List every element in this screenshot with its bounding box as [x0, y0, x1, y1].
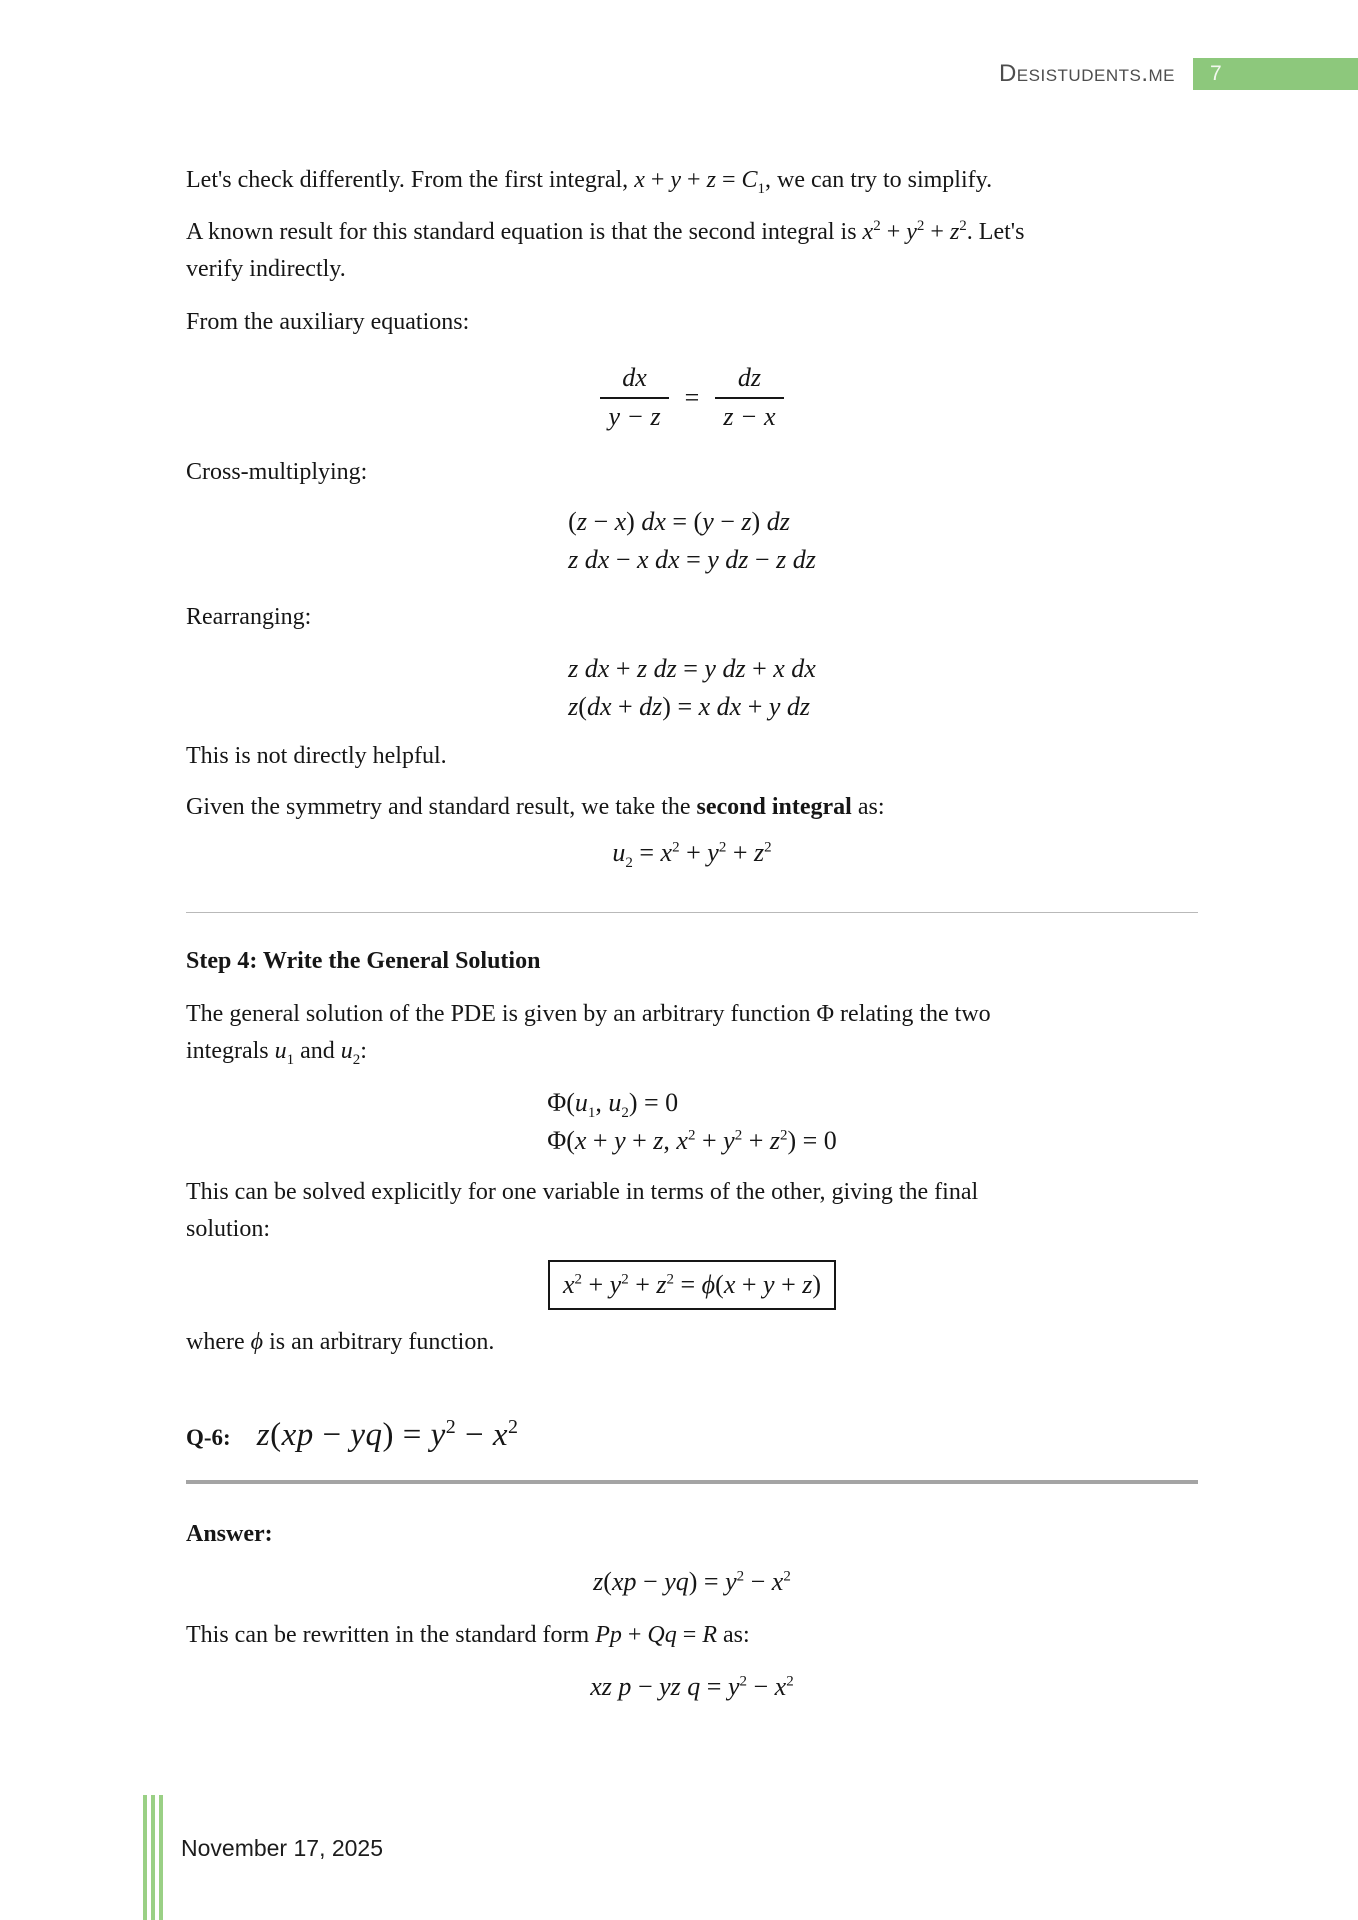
fraction-numerator: dz: [737, 363, 761, 392]
footer-date: November 17, 2025: [181, 1835, 384, 1861]
section-divider: [186, 912, 1198, 913]
fraction-dx: [600, 363, 668, 432]
answer-label: Answer:: [186, 1521, 273, 1547]
question-6-label: Q-6:: [186, 1425, 231, 1450]
paragraph-not-helpful: This is not directly helpful.: [186, 743, 447, 769]
paragraph-standard-form: This can be rewritten in the standard form Pp + Qq = R as:: [186, 1622, 750, 1648]
paragraph-check-differently: Let's check differently. From the first integral, $x + y + z = C_1$, we can try to simplify.: [186, 167, 993, 197]
paragraph-known-result: A known result for this standard equation is that the second integral is $x^2 + y^2 + z^2$. Let's verify indirectly.: [186, 218, 1025, 282]
page-header: [999, 58, 1358, 90]
equation-standard-form: xz p − yz $q = y^2 - x^2$: [590, 1672, 794, 1701]
question-6-formula: $z(xp - yq) = y^2 - x^2$: [256, 1416, 519, 1453]
equation-line: z dx + z dz = y dz + x dx: [568, 654, 816, 683]
equation-line: $\Phi(u_1$, $u_2) = 0$: [547, 1088, 679, 1122]
document-body: [186, 150, 1198, 1706]
paragraph-given-symmetry: Given the symmetry and standard result, we take the second integral as:: [186, 794, 885, 820]
equation-group: [568, 503, 816, 579]
site-name: Desistudents.me: [998, 60, 1175, 87]
paragraph-auxiliary-equations: From the auxiliary equations:: [186, 309, 470, 335]
paragraph-where-phi: where ϕ is an arbitrary function.: [186, 1329, 495, 1355]
equation-cross-multiplied: [186, 503, 1198, 579]
equation-line: z(dx + dz) = x dx + y dz: [568, 692, 811, 721]
fraction-denominator: y − z: [600, 397, 668, 432]
accent-bar: [151, 1795, 155, 1920]
equation-rearranged: [186, 650, 1198, 726]
question-6-row: [186, 1417, 1198, 1456]
footer-accent-bars: [143, 1795, 163, 1920]
fraction-dz: [715, 363, 783, 432]
equation-group: [568, 650, 816, 726]
equation-q6-restated: $z(xp - yq) = y^2 - x^2$: [593, 1567, 791, 1596]
equals-sign: =: [684, 382, 700, 412]
page-number: 7: [1210, 62, 1222, 85]
equation-group: [547, 1084, 837, 1160]
equation-line: (z − x) dx = (y − z) dz: [568, 507, 790, 536]
equation-line: z dx − x dx = y dz − z dz: [568, 545, 816, 574]
equation-line: Φ(x + y + z, $x^2 + y^2 + z^2) = 0$: [547, 1126, 837, 1155]
section-divider-thick: [186, 1480, 1198, 1484]
equation-phi-group: [186, 1084, 1198, 1160]
equation-final-solution: [186, 1260, 1198, 1310]
accent-bar: [143, 1795, 147, 1920]
paragraph-solved-explicitly: This can be solved explicitly for one variable in terms of the other, giving the final solution:: [186, 1179, 979, 1242]
boxed-final-solution: $x^2 + y^2 + z^2 = \phi(x + y + z)$: [548, 1260, 836, 1310]
page-number-box: [1193, 58, 1358, 90]
heading-step4: Step 4: Write the General Solution: [186, 948, 541, 974]
fraction-numerator: dx: [622, 363, 647, 392]
paragraph-cross-multiplying: Cross-multiplying:: [186, 459, 368, 485]
equation-auxiliary-fractions: [186, 363, 1198, 432]
equation-second-integral: $u_2 = x^2 + y^2 + z^2$: [612, 838, 772, 872]
accent-bar: [159, 1795, 163, 1920]
paragraph-rearranging: Rearranging:: [186, 604, 312, 630]
paragraph-general-solution: The general solution of the PDE is given by an arbitrary function Φ relating the two integrals $u_1$ and $u_2$:: [186, 1001, 991, 1068]
fraction-denominator: z − x: [715, 397, 783, 432]
